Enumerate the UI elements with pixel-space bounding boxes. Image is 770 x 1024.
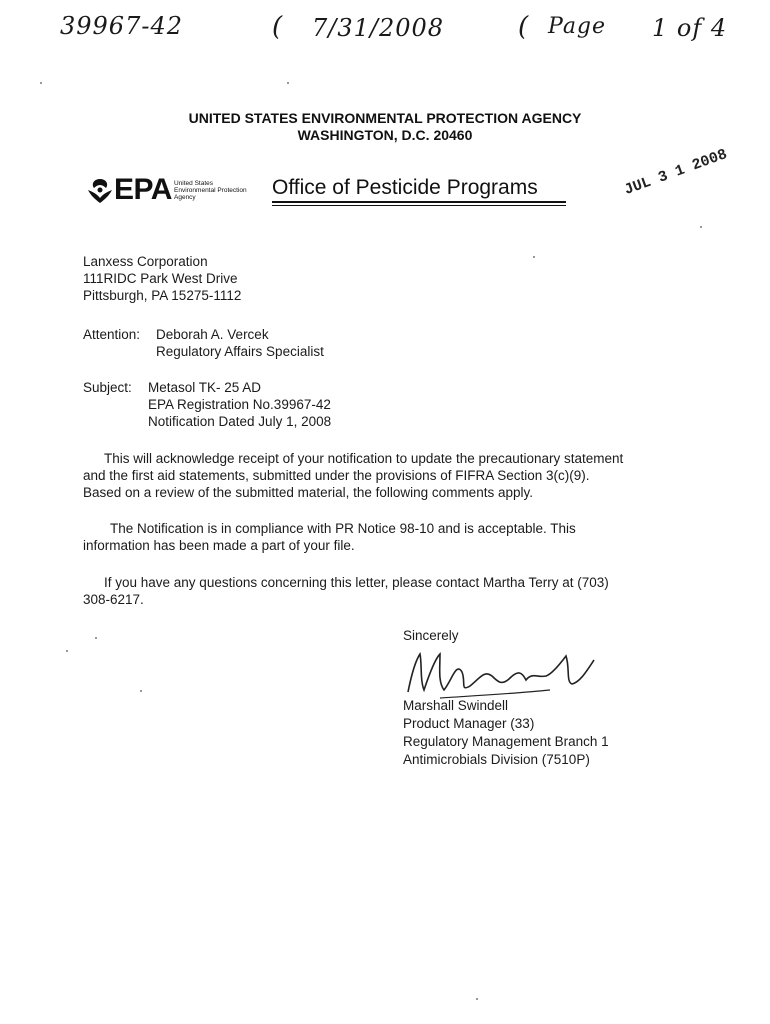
handwritten-page-label: Page <box>548 14 607 39</box>
body-p1-line-2: and the first aid statements, submitted under the provisions of FIFRA Section 3(c)(9). <box>83 468 590 483</box>
handwritten-paren-open-2: ( <box>518 12 530 42</box>
agency-name-heading: UNITED STATES ENVIRONMENTAL PROTECTION AGENCY <box>188 110 582 126</box>
scan-speck <box>700 226 702 228</box>
attention-name: Deborah A. Vercek <box>156 327 269 342</box>
scan-speck <box>476 998 478 1000</box>
handwritten-page-range: 1 of 4 <box>652 14 728 42</box>
office-underline-2 <box>272 205 566 206</box>
closing-sincerely: Sincerely <box>403 628 459 643</box>
agency-line-1: United States <box>174 180 214 187</box>
scan-speck <box>95 637 97 639</box>
scan-speck <box>287 82 289 84</box>
agency-line-2: Environmental Protection <box>174 187 247 194</box>
subject-notification: Notification Dated July 1, 2008 <box>148 414 332 429</box>
agency-location-heading: WASHINGTON, D.C. 20460 <box>297 127 473 143</box>
scan-speck <box>533 256 535 258</box>
body-p1-line-1: This will acknowledge receipt of your notification to update the precautionary statement <box>104 451 624 466</box>
recipient-company: Lanxess Corporation <box>83 254 208 269</box>
attention-label: Attention: <box>83 327 141 342</box>
received-date-stamp: JUL 3 1 2008 <box>622 146 730 199</box>
subject-registration: EPA Registration No.39967-42 <box>148 397 331 412</box>
office-underline <box>272 201 566 203</box>
scan-speck <box>140 690 142 692</box>
body-p1-line-3: Based on a review of the submitted material, the following comments apply. <box>83 485 533 500</box>
recipient-address-2: Pittsburgh, PA 15275-1112 <box>83 288 242 303</box>
epa-flower-icon <box>85 176 115 206</box>
signer-title: Product Manager (33) <box>403 716 535 731</box>
signer-division: Antimicrobials Division (7510P) <box>403 752 590 767</box>
signer-name: Marshall Swindell <box>403 698 509 713</box>
subject-label: Subject: <box>83 380 132 395</box>
epa-logo-text: EPA <box>114 173 172 206</box>
body-p2-line-2: information has been made a part of your file. <box>83 538 355 553</box>
handwritten-date: 7/31/2008 <box>312 14 445 42</box>
agency-line-3: Agency <box>174 194 196 201</box>
recipient-address-1: 111RIDC Park West Drive <box>83 271 238 286</box>
scan-speck <box>66 650 68 652</box>
body-p3-line-2: 308-6217. <box>83 592 144 607</box>
body-p2-line-1: The Notification is in compliance with PR Notice 98-10 and is acceptable. This <box>110 521 576 536</box>
signature <box>400 642 610 704</box>
scan-speck <box>40 82 42 84</box>
signer-branch: Regulatory Management Branch 1 <box>403 734 609 749</box>
office-title: Office of Pesticide Programs <box>272 176 538 199</box>
handwritten-paren-open: ( <box>272 12 284 42</box>
subject-product: Metasol TK- 25 AD <box>148 380 262 395</box>
attention-title: Regulatory Affairs Specialist <box>156 344 324 359</box>
body-p3-line-1: If you have any questions concerning this letter, please contact Martha Terry at (703) <box>104 575 609 590</box>
agency-small-text <box>174 180 247 201</box>
handwritten-file-number: 39967-42 <box>60 12 183 40</box>
